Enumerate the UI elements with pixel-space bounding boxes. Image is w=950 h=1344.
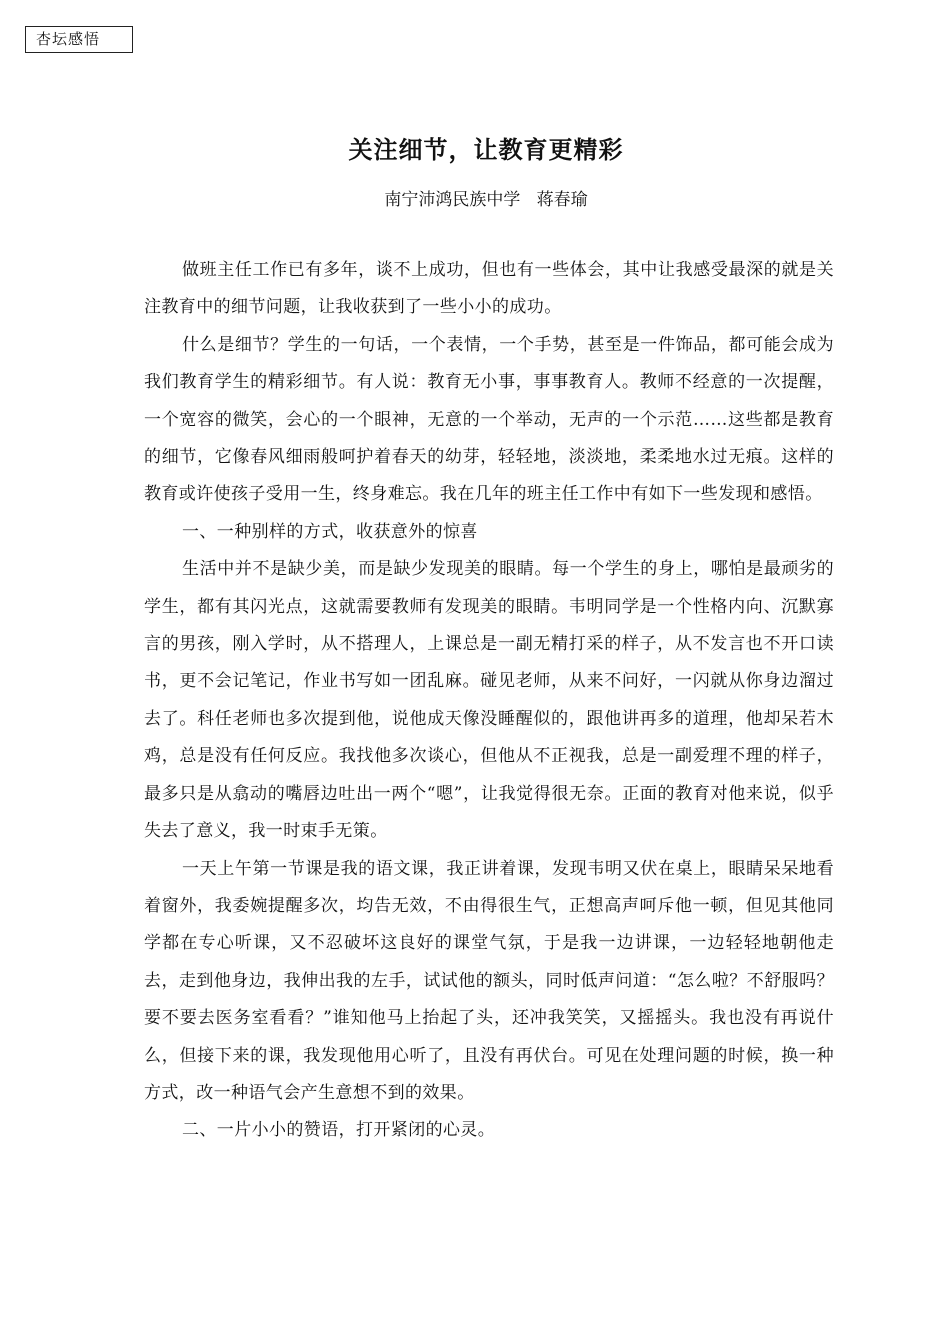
- paragraph-what-is-detail: 什么是细节？学生的一句话，一个表情，一个手势，甚至是一件饰品，都可能会成为我们教育学生的精彩细节。有人说：教育无小事，事事教育人。教师不经意的一次提醒，一个宽容的微笑，会心的一个眼神，无意的一个举动，无声的一个示范……这些都是教育的细节，它像春风细雨般呵护着春天的幼芽，轻轻地，淡淡地，柔柔地水过无痕。这样的教育或许使孩子受用一生，终身难忘。我在几年的班主任工作中有如下一些发现和感悟。: [144, 334, 834, 505]
- article-body: [144, 252, 834, 1150]
- article-title: 关注细节，让教育更精彩: [348, 135, 624, 164]
- section-heading-1: 一、一种别样的方式，收获意外的惊喜: [182, 521, 478, 542]
- paragraph-weiming-story: 生活中并不是缺少美，而是缺少发现美的眼睛。每一个学生的身上，哪怕是最顽劣的学生，都有其闪光点，这就需要教师有发现美的眼睛。韦明同学是一个性格内向、沉默寡言的男孩，刚入学时，从不搭理人，上课总是一副无精打采的样子，从不发言也不开口读书，更不会记笔记，作业书写如一团乱麻。碰见老师，从来不问好，一闪就从你身边溜过去了。科任老师也多次提到他，说他成天像没睡醒似的，跟他讲再多的道理，他却呆若木鸡，总是没有任何反应。我找他多次谈心，但他从不正视我，总是一副爱理不理的样子，最多只是从翕动的嘴唇边吐出一两个“嗯”，让我觉得很无奈。正面的教育对他来说，似乎失去了意义，我一时束手无策。: [144, 559, 834, 842]
- article-byline: 南宁沛鸿民族中学 蒋春瑜: [384, 190, 588, 210]
- paragraph-intro: 做班主任工作已有多年，谈不上成功，但也有一些体会，其中让我感受最深的就是关注教育中的细节问题，让我收获到了一些小小的成功。: [144, 260, 834, 318]
- section-heading-2: 二、一片小小的赞语，打开紧闭的心灵。: [182, 1120, 496, 1141]
- column-tag: 杏坛感悟: [25, 26, 133, 53]
- paragraph-classroom-story: 一天上午第一节课是我的语文课，我正讲着课，发现韦明又伏在桌上，眼睛呆呆地看着窗外，我委婉提醒多次，均告无效，不由得很生气，正想高声呵斥他一顿，但见其他同学都在专心听课，又不忍破坏这良好的课堂气氛，于是我一边讲课，一边轻轻地朝他走去，走到他身边，我伸出我的左手，试试他的额头，同时低声问道：“怎么啦？不舒服吗？要不要去医务室看看？”谁知他马上抬起了头，还冲我笑笑，又摇摇头。我也没有再说什么，但接下来的课，我发现他用心听了，且没有再伏台。可见在处理问题的时候，换一种方式，改一种语气会产生意想不到的效果。: [144, 858, 834, 1103]
